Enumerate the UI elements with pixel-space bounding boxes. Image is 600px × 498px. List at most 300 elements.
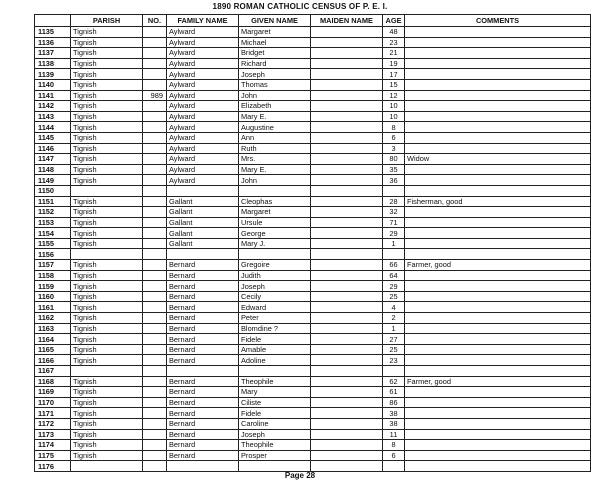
family-name-cell: Bernard (167, 408, 239, 419)
parish-cell: Tignish (71, 111, 143, 122)
comments-cell (405, 418, 591, 429)
parish-cell: Tignish (71, 450, 143, 461)
comments-cell (405, 355, 591, 366)
family-name-cell (167, 185, 239, 196)
family-name-cell (167, 461, 239, 472)
row-index: 1158 (35, 270, 71, 281)
table-row (35, 175, 591, 186)
maiden-name-cell (311, 387, 383, 398)
row-index: 1147 (35, 154, 71, 165)
table-row (35, 440, 591, 451)
parish-cell (71, 366, 143, 377)
maiden-name-cell (311, 143, 383, 154)
family-name-cell: Bernard (167, 397, 239, 408)
maiden-name-cell (311, 175, 383, 186)
family-number-cell (143, 418, 167, 429)
parish-cell: Tignish (71, 355, 143, 366)
table-row (35, 185, 591, 196)
family-number-cell (143, 461, 167, 472)
row-index: 1145 (35, 132, 71, 143)
given-name-cell: John (239, 175, 311, 186)
parish-cell: Tignish (71, 37, 143, 48)
age-cell: 19 (383, 58, 405, 69)
table-row (35, 238, 591, 249)
maiden-name-cell (311, 207, 383, 218)
age-cell: 66 (383, 260, 405, 271)
row-index: 1171 (35, 408, 71, 419)
parish-cell: Tignish (71, 217, 143, 228)
family-number-cell (143, 111, 167, 122)
given-name-cell: Ruth (239, 143, 311, 154)
table-row (35, 122, 591, 133)
family-number-cell (143, 37, 167, 48)
age-cell: 11 (383, 429, 405, 440)
parish-cell: Tignish (71, 196, 143, 207)
given-name-cell: Mary E. (239, 111, 311, 122)
age-cell (383, 461, 405, 472)
given-name-cell: Margaret (239, 207, 311, 218)
family-name-cell: Bernard (167, 281, 239, 292)
comments-cell (405, 69, 591, 80)
family-name-cell: Bernard (167, 334, 239, 345)
maiden-name-cell (311, 302, 383, 313)
page-title: 1890 ROMAN CATHOLIC CENSUS OF P. E. I. (212, 2, 388, 11)
comments-cell (405, 429, 591, 440)
comments-cell (405, 207, 591, 218)
family-name-cell: Aylward (167, 143, 239, 154)
family-number-cell (143, 132, 167, 143)
row-index: 1159 (35, 281, 71, 292)
table-row (35, 313, 591, 324)
comments-cell (405, 37, 591, 48)
family-name-cell: Bernard (167, 344, 239, 355)
table-row (35, 461, 591, 472)
parish-cell: Tignish (71, 418, 143, 429)
row-index: 1156 (35, 249, 71, 260)
given-name-cell: Amable (239, 344, 311, 355)
family-number-cell (143, 58, 167, 69)
row-index: 1167 (35, 366, 71, 377)
age-cell: 17 (383, 69, 405, 80)
family-number-cell (143, 334, 167, 345)
table-row (35, 37, 591, 48)
maiden-name-cell (311, 461, 383, 472)
maiden-name-cell (311, 418, 383, 429)
given-name-cell: Mary E. (239, 164, 311, 175)
family-number-cell (143, 366, 167, 377)
given-name-cell: Bridget (239, 48, 311, 59)
column-header-given-name: GIVEN NAME (239, 15, 311, 27)
maiden-name-cell (311, 313, 383, 324)
age-cell: 8 (383, 122, 405, 133)
given-name-cell: Michael (239, 37, 311, 48)
column-header-index (35, 15, 71, 27)
column-header-maiden-name: MAIDEN NAME (311, 15, 383, 27)
comments-cell (405, 249, 591, 260)
family-name-cell: Aylward (167, 164, 239, 175)
comments-cell (405, 111, 591, 122)
table-row (35, 323, 591, 334)
family-number-cell (143, 238, 167, 249)
table-row (35, 355, 591, 366)
maiden-name-cell (311, 101, 383, 112)
table-row (35, 101, 591, 112)
census-table (34, 14, 591, 472)
family-name-cell (167, 249, 239, 260)
family-name-cell: Bernard (167, 376, 239, 387)
given-name-cell: Blomdine ? (239, 323, 311, 334)
parish-cell: Tignish (71, 58, 143, 69)
table-row (35, 291, 591, 302)
page-number: Page 28 (284, 471, 316, 480)
column-header-family-name: FAMILY NAME (167, 15, 239, 27)
given-name-cell: John (239, 90, 311, 101)
row-index: 1141 (35, 90, 71, 101)
parish-cell: Tignish (71, 207, 143, 218)
family-number-cell (143, 217, 167, 228)
age-cell: 28 (383, 196, 405, 207)
family-name-cell: Aylward (167, 79, 239, 90)
family-number-cell (143, 260, 167, 271)
table-row (35, 217, 591, 228)
family-number-cell (143, 376, 167, 387)
age-cell: 4 (383, 302, 405, 313)
family-name-cell: Bernard (167, 450, 239, 461)
parish-cell: Tignish (71, 27, 143, 38)
maiden-name-cell (311, 238, 383, 249)
family-name-cell: Bernard (167, 323, 239, 334)
given-name-cell: Joseph (239, 429, 311, 440)
comments-cell (405, 281, 591, 292)
parish-cell: Tignish (71, 291, 143, 302)
parish-cell: Tignish (71, 302, 143, 313)
table-row (35, 207, 591, 218)
maiden-name-cell (311, 217, 383, 228)
maiden-name-cell (311, 408, 383, 419)
comments-cell (405, 164, 591, 175)
comments-cell (405, 132, 591, 143)
maiden-name-cell (311, 260, 383, 271)
given-name-cell: Ann (239, 132, 311, 143)
family-number-cell (143, 281, 167, 292)
family-name-cell: Bernard (167, 313, 239, 324)
age-cell: 3 (383, 143, 405, 154)
column-header-no: NO. (143, 15, 167, 27)
parish-cell: Tignish (71, 281, 143, 292)
comments-cell: Farmer, good (405, 260, 591, 271)
table-row (35, 228, 591, 239)
comments-cell: Fisherman, good (405, 196, 591, 207)
given-name-cell: Judith (239, 270, 311, 281)
table-row (35, 302, 591, 313)
age-cell: 1 (383, 323, 405, 334)
row-index: 1172 (35, 418, 71, 429)
given-name-cell: Adoline (239, 355, 311, 366)
family-number-cell (143, 270, 167, 281)
comments-cell (405, 217, 591, 228)
family-name-cell: Bernard (167, 440, 239, 451)
family-number-cell (143, 450, 167, 461)
family-name-cell: Aylward (167, 101, 239, 112)
family-name-cell: Aylward (167, 111, 239, 122)
given-name-cell (239, 185, 311, 196)
maiden-name-cell (311, 164, 383, 175)
column-header-age: AGE (383, 15, 405, 27)
age-cell: 86 (383, 397, 405, 408)
given-name-cell: Joseph (239, 281, 311, 292)
comments-cell (405, 344, 591, 355)
row-index: 1144 (35, 122, 71, 133)
family-number-cell (143, 143, 167, 154)
maiden-name-cell (311, 228, 383, 239)
table-row (35, 27, 591, 38)
family-number-cell (143, 355, 167, 366)
family-number-cell (143, 313, 167, 324)
row-index: 1143 (35, 111, 71, 122)
family-name-cell: Aylward (167, 175, 239, 186)
family-name-cell: Bernard (167, 260, 239, 271)
maiden-name-cell (311, 429, 383, 440)
table-row (35, 281, 591, 292)
family-name-cell (167, 366, 239, 377)
row-index: 1165 (35, 344, 71, 355)
family-number-cell (143, 122, 167, 133)
age-cell: 1 (383, 238, 405, 249)
row-index: 1149 (35, 175, 71, 186)
comments-cell (405, 228, 591, 239)
family-name-cell: Gallant (167, 217, 239, 228)
family-name-cell: Bernard (167, 355, 239, 366)
age-cell: 2 (383, 313, 405, 324)
age-cell: 71 (383, 217, 405, 228)
family-number-cell (143, 344, 167, 355)
comments-cell (405, 461, 591, 472)
given-name-cell: Joseph (239, 69, 311, 80)
given-name-cell: Theophile (239, 440, 311, 451)
family-name-cell: Aylward (167, 69, 239, 80)
parish-cell: Tignish (71, 90, 143, 101)
comments-cell (405, 408, 591, 419)
given-name-cell: Theophile (239, 376, 311, 387)
age-cell: 12 (383, 90, 405, 101)
maiden-name-cell (311, 355, 383, 366)
given-name-cell: Gregoire (239, 260, 311, 271)
family-name-cell: Gallant (167, 207, 239, 218)
row-index: 1166 (35, 355, 71, 366)
age-cell: 27 (383, 334, 405, 345)
family-number-cell (143, 302, 167, 313)
table-row (35, 270, 591, 281)
family-number-cell (143, 69, 167, 80)
age-cell: 35 (383, 164, 405, 175)
row-index: 1155 (35, 238, 71, 249)
header-row (35, 15, 591, 27)
table-row (35, 397, 591, 408)
family-number-cell (143, 387, 167, 398)
given-name-cell (239, 249, 311, 260)
family-name-cell: Aylward (167, 90, 239, 101)
comments-cell (405, 397, 591, 408)
maiden-name-cell (311, 334, 383, 345)
family-number-cell (143, 79, 167, 90)
family-name-cell: Bernard (167, 387, 239, 398)
comments-cell (405, 27, 591, 38)
family-name-cell: Aylward (167, 37, 239, 48)
parish-cell: Tignish (71, 408, 143, 419)
parish-cell: Tignish (71, 270, 143, 281)
family-number-cell (143, 228, 167, 239)
family-number-cell (143, 101, 167, 112)
table-row (35, 450, 591, 461)
maiden-name-cell (311, 249, 383, 260)
parish-cell: Tignish (71, 228, 143, 239)
maiden-name-cell (311, 196, 383, 207)
age-cell: 10 (383, 111, 405, 122)
comments-cell (405, 143, 591, 154)
maiden-name-cell (311, 27, 383, 38)
family-name-cell: Bernard (167, 270, 239, 281)
table-row (35, 111, 591, 122)
comments-cell (405, 58, 591, 69)
comments-cell (405, 302, 591, 313)
family-number-cell (143, 27, 167, 38)
parish-cell (71, 461, 143, 472)
table-row (35, 58, 591, 69)
given-name-cell: Mrs. (239, 154, 311, 165)
age-cell: 38 (383, 408, 405, 419)
row-index: 1175 (35, 450, 71, 461)
row-index: 1136 (35, 37, 71, 48)
parish-cell: Tignish (71, 48, 143, 59)
row-index: 1150 (35, 185, 71, 196)
age-cell: 62 (383, 376, 405, 387)
family-name-cell: Aylward (167, 132, 239, 143)
table-row (35, 154, 591, 165)
table-row (35, 79, 591, 90)
age-cell: 38 (383, 418, 405, 429)
given-name-cell: Fidele (239, 334, 311, 345)
maiden-name-cell (311, 281, 383, 292)
given-name-cell: Ursule (239, 217, 311, 228)
age-cell: 23 (383, 355, 405, 366)
family-name-cell: Aylward (167, 122, 239, 133)
parish-cell: Tignish (71, 238, 143, 249)
maiden-name-cell (311, 323, 383, 334)
age-cell: 23 (383, 37, 405, 48)
given-name-cell: Richard (239, 58, 311, 69)
table-row (35, 408, 591, 419)
age-cell: 6 (383, 132, 405, 143)
parish-cell: Tignish (71, 175, 143, 186)
comments-cell (405, 440, 591, 451)
family-name-cell: Bernard (167, 418, 239, 429)
given-name-cell: Augustine (239, 122, 311, 133)
age-cell: 29 (383, 228, 405, 239)
parish-cell: Tignish (71, 164, 143, 175)
family-number-cell (143, 408, 167, 419)
maiden-name-cell (311, 376, 383, 387)
age-cell: 48 (383, 27, 405, 38)
row-index: 1153 (35, 217, 71, 228)
family-name-cell: Aylward (167, 48, 239, 59)
table-row (35, 334, 591, 345)
age-cell: 10 (383, 101, 405, 112)
table-row (35, 429, 591, 440)
row-index: 1160 (35, 291, 71, 302)
parish-cell: Tignish (71, 323, 143, 334)
parish-cell: Tignish (71, 122, 143, 133)
maiden-name-cell (311, 344, 383, 355)
given-name-cell: Cecily (239, 291, 311, 302)
row-index: 1135 (35, 27, 71, 38)
parish-cell: Tignish (71, 260, 143, 271)
given-name-cell: George (239, 228, 311, 239)
age-cell: 29 (383, 281, 405, 292)
family-number-cell (143, 164, 167, 175)
maiden-name-cell (311, 291, 383, 302)
age-cell: 32 (383, 207, 405, 218)
comments-cell (405, 387, 591, 398)
table-row (35, 344, 591, 355)
parish-cell: Tignish (71, 101, 143, 112)
family-name-cell: Aylward (167, 154, 239, 165)
row-index: 1142 (35, 101, 71, 112)
family-name-cell: Gallant (167, 238, 239, 249)
given-name-cell: Margaret (239, 27, 311, 38)
age-cell: 21 (383, 48, 405, 59)
comments-cell (405, 122, 591, 133)
family-name-cell: Aylward (167, 58, 239, 69)
given-name-cell: Ciliste (239, 397, 311, 408)
row-index: 1139 (35, 69, 71, 80)
maiden-name-cell (311, 440, 383, 451)
table-row (35, 164, 591, 175)
given-name-cell: Elizabeth (239, 101, 311, 112)
parish-cell (71, 249, 143, 260)
age-cell: 25 (383, 291, 405, 302)
row-index: 1151 (35, 196, 71, 207)
row-index: 1146 (35, 143, 71, 154)
family-number-cell (143, 323, 167, 334)
row-index: 1164 (35, 334, 71, 345)
parish-cell: Tignish (71, 154, 143, 165)
maiden-name-cell (311, 185, 383, 196)
comments-cell (405, 323, 591, 334)
comments-cell: Widow (405, 154, 591, 165)
family-number-cell (143, 440, 167, 451)
table-row (35, 69, 591, 80)
family-number-cell (143, 397, 167, 408)
maiden-name-cell (311, 48, 383, 59)
parish-cell: Tignish (71, 69, 143, 80)
comments-cell (405, 313, 591, 324)
age-cell: 8 (383, 440, 405, 451)
table-row (35, 418, 591, 429)
parish-cell: Tignish (71, 132, 143, 143)
family-name-cell: Bernard (167, 291, 239, 302)
family-number-cell: 989 (143, 90, 167, 101)
comments-cell (405, 366, 591, 377)
family-number-cell (143, 207, 167, 218)
row-index: 1138 (35, 58, 71, 69)
table-row (35, 376, 591, 387)
given-name-cell: Peter (239, 313, 311, 324)
row-index: 1154 (35, 228, 71, 239)
family-name-cell: Gallant (167, 196, 239, 207)
age-cell: 25 (383, 344, 405, 355)
given-name-cell (239, 461, 311, 472)
family-name-cell: Gallant (167, 228, 239, 239)
